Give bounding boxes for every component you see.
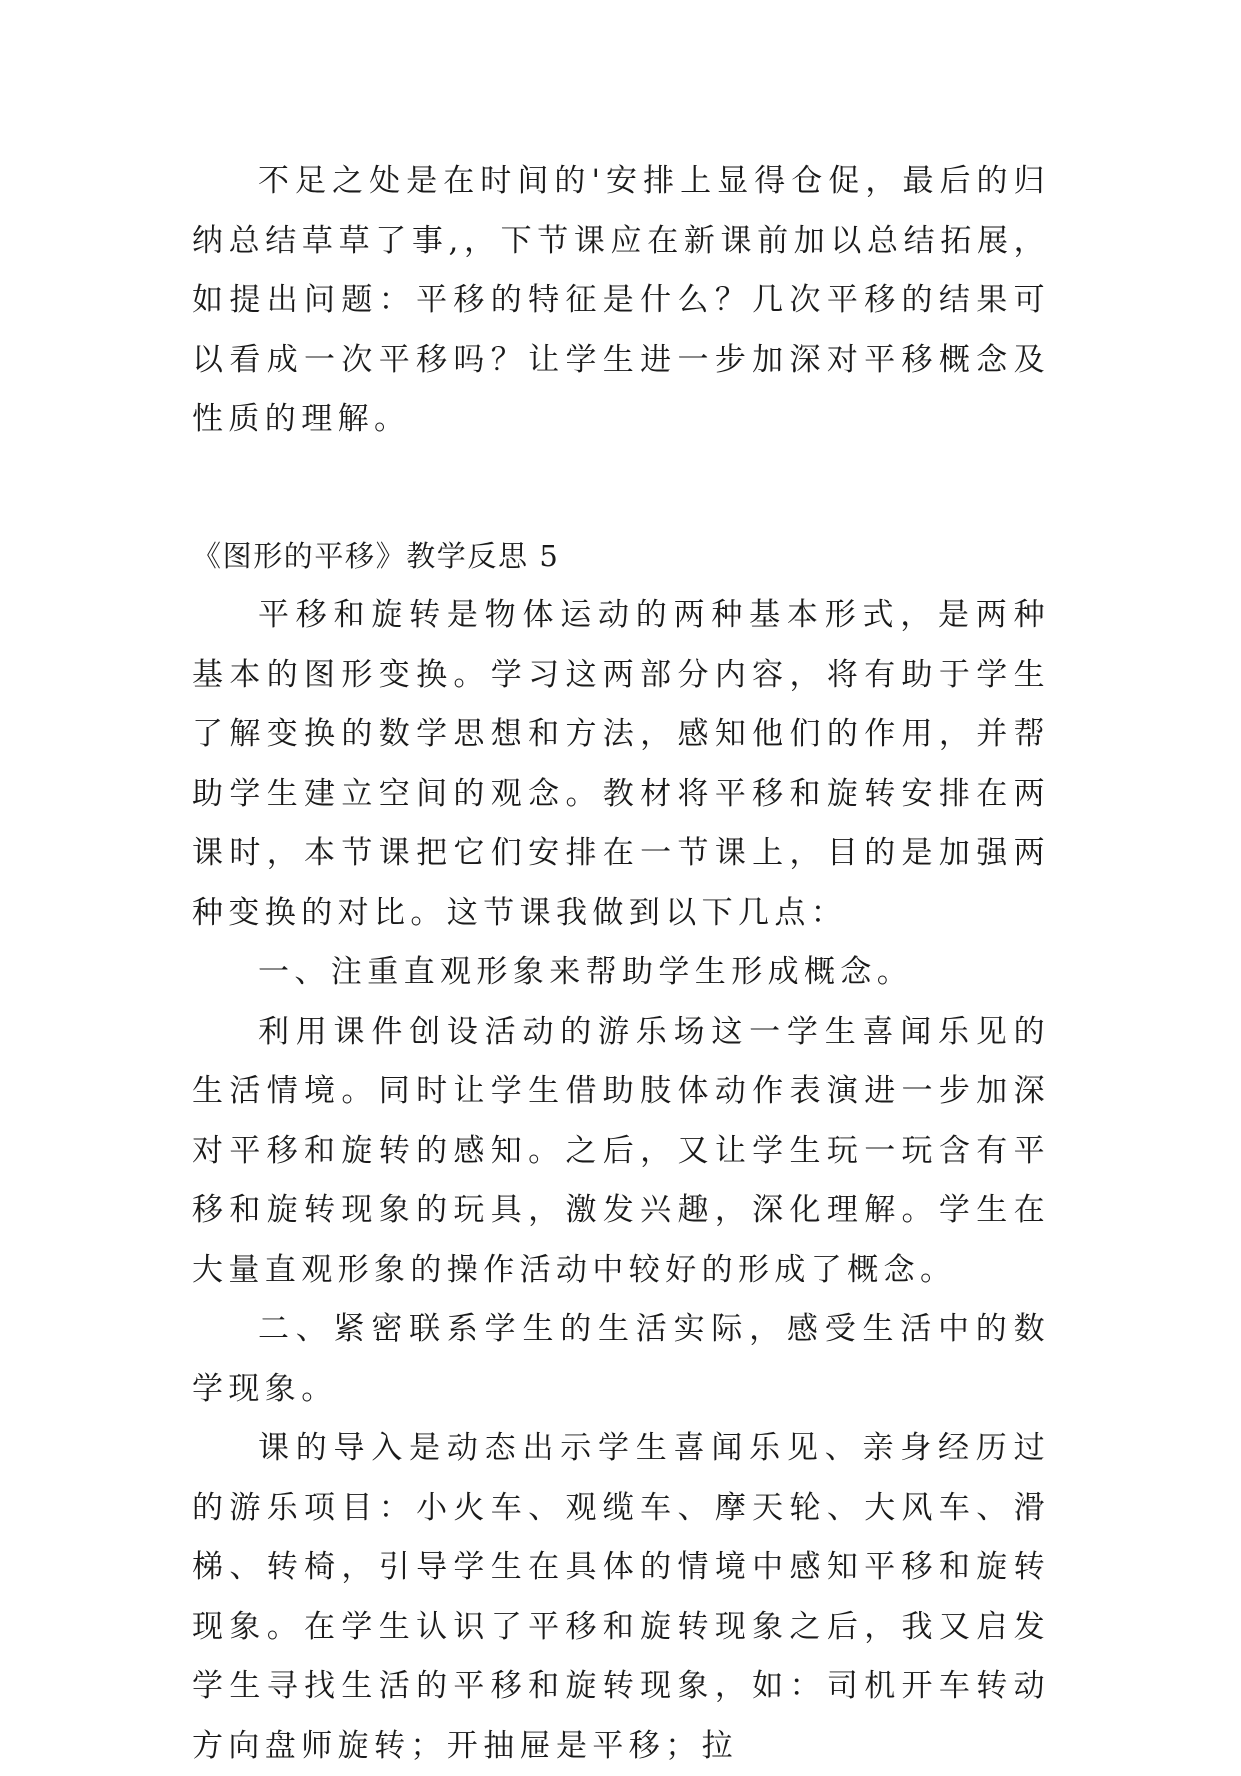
paragraph-point-two-heading: 二、紧密联系学生的生活实际，感受生活中的数学现象。 — [192, 1311, 1050, 1407]
section-title: 《图形的平移》教学反思 5 — [192, 538, 560, 573]
document-body — [192, 152, 1050, 1776]
paragraph-reflection-summary: 不足之处是在时间的'安排上显得仓促，最后的归纳总结草草了事,，下节课应在新课前加以总结拓展，如提出问题：平移的特征是什么？几次平移的结果可以看成一次平移吗？让学生进一步加深对平移概念及性质的理解。 — [192, 163, 1050, 437]
paragraph-point-two-body: 课的导入是动态出示学生喜闻乐见、亲身经历过的游乐项目：小火车、观缆车、摩天轮、大风车、滑梯、转椅，引导学生在具体的情境中感知平移和旋转现象。在学生认识了平移和旋转现象之后，我又启发学生寻找生活的平移和旋转现象，如：司机开车转动方向盘师旋转；开抽屉是平移；拉 — [192, 1430, 1050, 1764]
paragraph-intro: 平移和旋转是物体运动的两种基本形式，是两种基本的图形变换。学习这两部分内容，将有助于学生了解变换的数学思想和方法，感知他们的作用，并帮助学生建立空间的观念。教材将平移和旋转安排在两课时，本节课把它们安排在一节课上，目的是加强两种变换的对比。这节课我做到以下几点： — [192, 597, 1050, 931]
paragraph-point-one-heading: 一、注重直观形象来帮助学生形成概念。 — [258, 954, 914, 990]
section-spacer — [192, 450, 1050, 527]
paragraph-point-one-body: 利用课件创设活动的游乐场这一学生喜闻乐见的生活情境。同时让学生借助肢体动作表演进一步加深对平移和旋转的感知。之后，又让学生玩一玩含有平移和旋转现象的玩具，激发兴趣，深化理解。学生在大量直观形象的操作活动中较好的形成了概念。 — [192, 1013, 1050, 1288]
